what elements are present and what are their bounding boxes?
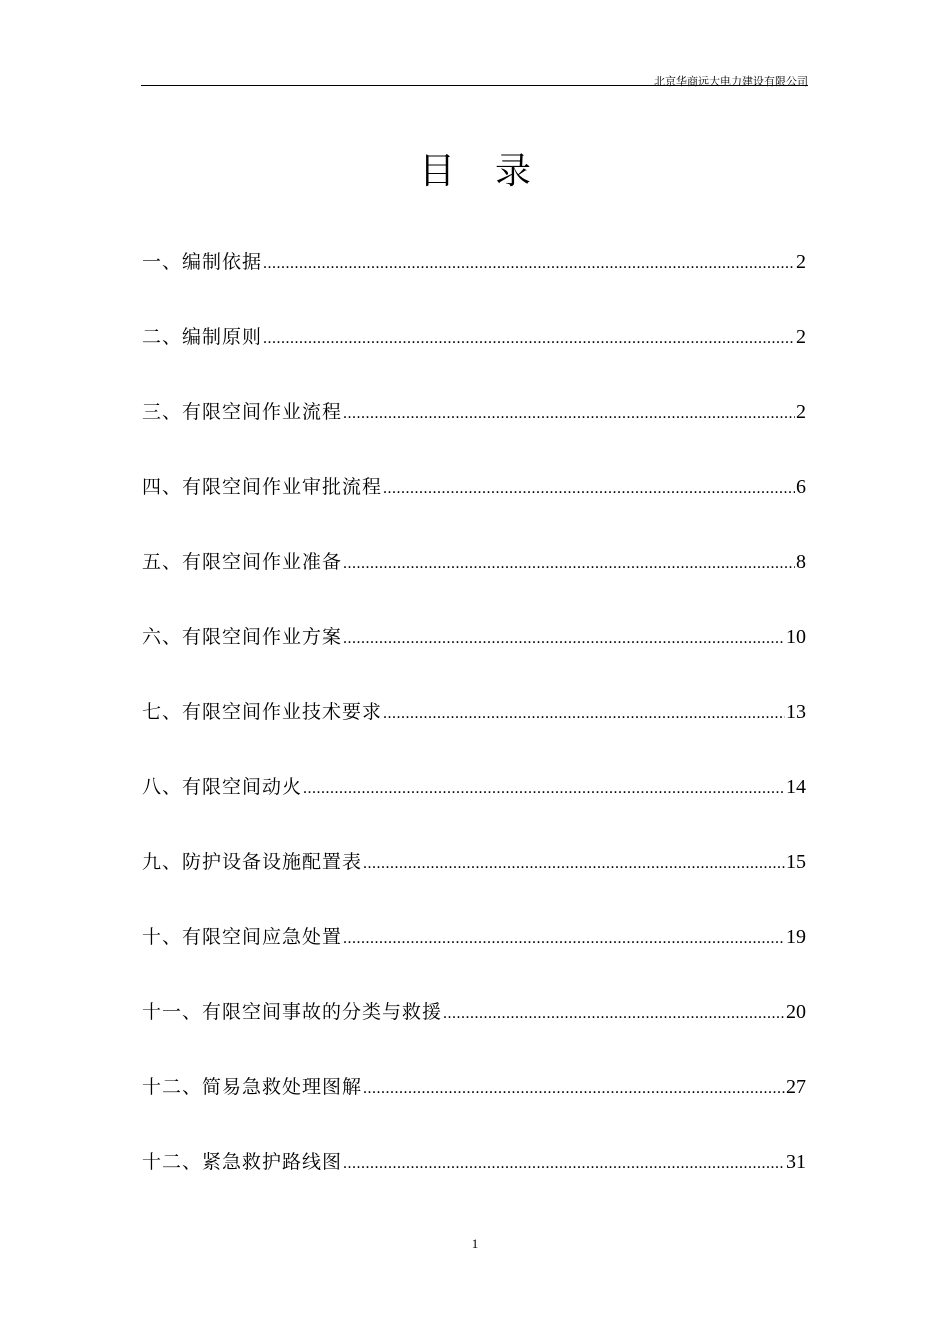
footer-page-number: 1 [471,1236,479,1251]
header-company-name: 北京华商远大电力建设有限公司 [654,75,808,88]
toc-entry-page: 31 [786,1151,806,1173]
toc-entry-label: 九、防护设备设施配置表 [142,851,363,873]
toc-dot-leader [263,320,795,357]
toc-title: 目录 [418,151,571,192]
toc-entry[interactable] [142,1069,806,1106]
toc-entry[interactable] [142,769,806,806]
toc-dot-leader [343,1145,785,1182]
toc-entry-page: 19 [786,926,806,948]
toc-entry-label: 十一、有限空间事故的分类与救援 [142,1001,443,1023]
toc-dot-leader [343,545,795,582]
toc-entry-label: 四、有限空间作业审批流程 [142,476,383,498]
toc-entry-label: 十二、简易急救处理图解 [142,1076,363,1098]
toc-entry-label: 一、编制依据 [142,251,263,273]
toc-dot-leader [383,470,795,507]
toc-entry-page: 2 [796,401,806,423]
toc-entry-page: 15 [786,851,806,873]
toc-entry-page: 13 [786,701,806,723]
toc-entry[interactable] [142,319,806,356]
toc-entry-label: 十二、紧急救护路线图 [142,1151,343,1173]
toc-entry-label: 二、编制原则 [142,326,263,348]
toc-entry-page: 2 [796,251,806,273]
toc-entry[interactable] [142,844,806,881]
toc-entry-page: 8 [796,551,806,573]
toc-entry-label: 五、有限空间作业准备 [142,551,343,573]
toc-entry-label: 八、有限空间动火 [142,776,303,798]
toc-dot-leader [343,920,785,957]
toc-dot-leader [383,695,785,732]
toc-entry-page: 20 [786,1001,806,1023]
toc-dot-leader [303,770,785,807]
toc-dot-leader [263,245,795,282]
toc-entry-label: 六、有限空间作业方案 [142,626,343,648]
toc-entry-page: 2 [796,326,806,348]
toc-entry[interactable] [142,469,806,506]
toc-dot-leader [443,995,785,1032]
toc-entry[interactable] [142,544,806,581]
toc-entry-label: 七、有限空间作业技术要求 [142,701,383,723]
toc-dot-leader [343,395,795,432]
toc-entry[interactable] [142,919,806,956]
toc-entry[interactable] [142,994,806,1031]
toc-entry[interactable] [142,394,806,431]
toc-entry[interactable] [142,1144,806,1181]
toc-entry-label: 十、有限空间应急处置 [142,926,343,948]
toc-dot-leader [363,1070,785,1107]
toc-entry[interactable] [142,694,806,731]
toc-entry-page: 6 [796,476,806,498]
toc-dot-leader [363,845,785,882]
toc-entry[interactable] [142,244,806,281]
toc-entry-page: 27 [786,1076,806,1098]
toc-entry-page: 14 [786,776,806,798]
toc-entry-label: 三、有限空间作业流程 [142,401,343,423]
toc-entry-page: 10 [786,626,806,648]
toc-entry[interactable] [142,619,806,656]
toc-dot-leader [343,620,785,657]
header-divider [141,85,808,86]
toc-list [142,244,806,1219]
